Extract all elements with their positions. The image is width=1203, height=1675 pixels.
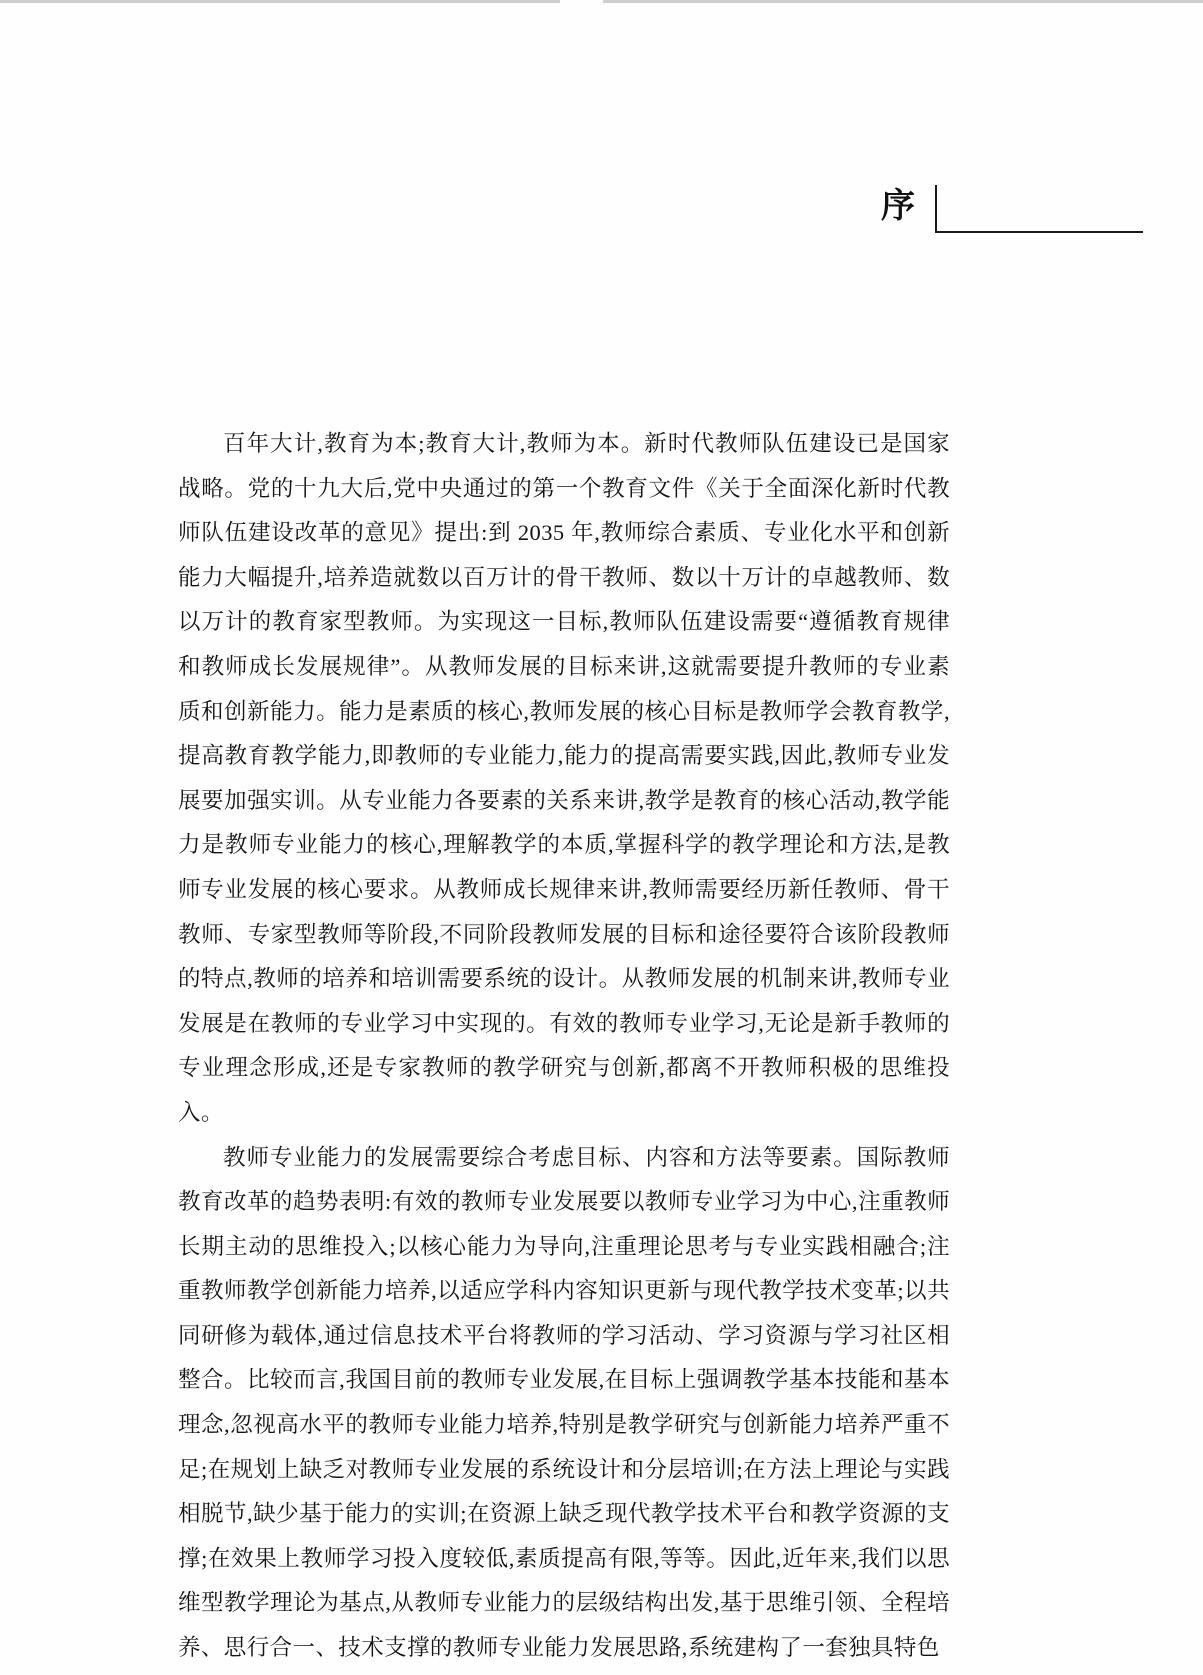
body-text (178, 422, 950, 1671)
paragraph-2: 教师专业能力的发展需要综合考虑目标、内容和方法等要素。国际教师教育改革的趋势表明:有效的教师专业发展要以教师专业学习为中心,注重教师长期主动的思维投入;以核心能力为导向,注重理论思考与专业实践相融合;注重教师教学创新能力培养,以适应学科内容知识更新与现代教学技术变革;以共同研修为载体,通过信息技术平台将教师的学习活动、学习资源与学习社区相整合。比较而言,我国目前的教师专业发展,在目标上强调教学基本技能和基本理念,忽视高水平的教师专业能力培养,特别是教学研究与创新能力培养严重不足;在规划上缺乏对教师专业发展的系统设计和分层培训;在方法上理论与实践相脱节,缺少基于能力的实训;在资源上缺乏现代教学技术平台和教学资源的支撑;在效果上教师学习投入度较低,素质提高有限,等等。因此,近年来,我们以思维型教学理论为基点,从教师专业能力的层级结构出发,基于思维引领、全程培养、思行合一、技术支撑的教师专业能力发展思路,系统建构了一套独具特色 (178, 1144, 950, 1661)
scan-edge-mark-right (603, 0, 1203, 3)
heading-vertical-rule (935, 185, 937, 233)
scan-edge-mark-left (0, 0, 560, 3)
page-title: 序 (881, 188, 917, 225)
heading-horizontal-rule (937, 231, 1143, 233)
section-heading (823, 185, 1143, 241)
paragraph-1: 百年大计,教育为本;教育大计,教师为本。新时代教师队伍建设已是国家战略。党的十九大后,党中央通过的第一个教育文件《关于全面深化新时代教师队伍建设改革的意见》提出:到 2035 年,教师综合素质、专业化水平和创新能力大幅提升,培养造就数以百万计的骨干教师、数以十万计的卓越教师、数以万计的教育家型教师。为实现这一目标,教师队伍建设需要“遵循教育规律和教师成长发展规律”。从教师发展的目标来讲,这就需要提升教师的专业素质和创新能力。能力是素质的核心,教师发展的核心目标是教师学会教育教学,提高教育教学能力,即教师的专业能力,能力的提高需要实践,因此,教师专业发展要加强实训。从专业能力各要素的关系来讲,教学是教育的核心活动,教学能力是教师专业能力的核心,理解教学的本质,掌握科学的教学理论和方法,是教师专业发展的核心要求。从教师成长规律来讲,教师需要经历新任教师、骨干教师、专家型教师等阶段,不同阶段教师发展的目标和途径要符合该阶段教师的特点,教师的培养和培训需要系统的设计。从教师发展的机制来讲,教师专业发展是在教师的专业学习中实现的。有效的教师专业学习,无论是新手教师的专业理念形成,还是专家教师的教学研究与创新,都离不开教师积极的思维投入。 (178, 431, 950, 1125)
